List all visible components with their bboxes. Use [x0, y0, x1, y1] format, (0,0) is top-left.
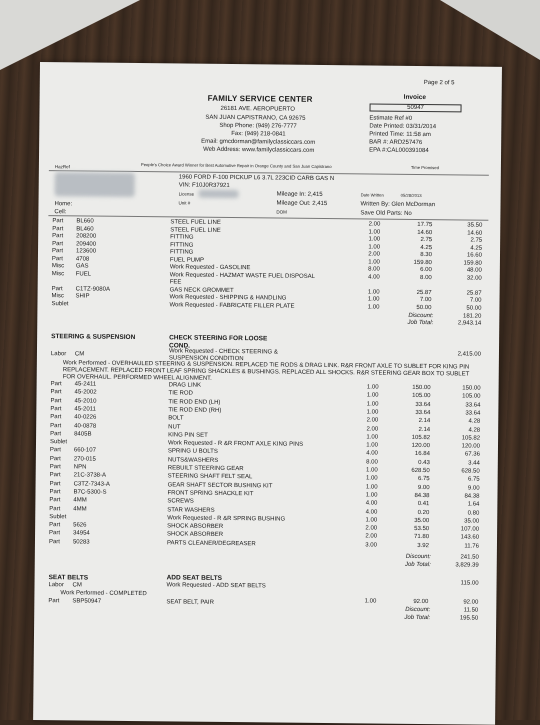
item-type: Part — [52, 241, 63, 247]
date-printed: Date Printed: 03/31/2014 — [369, 123, 436, 130]
item-type: Part — [52, 233, 63, 239]
item-qty: 1.00 — [353, 384, 379, 390]
item-qty: 1.00 — [354, 296, 380, 302]
date-written-label: Date Written — [361, 192, 384, 197]
item-code: 40-0226 — [74, 415, 96, 421]
page-number: Page 2 of 5 — [424, 80, 455, 86]
item-qty: 4.00 — [351, 509, 377, 515]
save-old-parts: Save Old Parts: No — [360, 210, 411, 217]
item-extended: 33.64 — [440, 402, 480, 408]
bar-number: BAR #: ARD257476 — [369, 139, 422, 146]
shop-address-2: SAN JUAN CAPISTRANO, CA 92675 — [205, 115, 305, 122]
item-extended: 1.64 — [439, 501, 479, 507]
item-price: 14.60 — [390, 229, 432, 235]
item-code: 4MM — [73, 498, 86, 504]
item-price: 0.43 — [388, 459, 430, 465]
discount-label: Discount: — [377, 313, 433, 320]
item-type: Part — [49, 539, 60, 545]
item-code: 45-2002 — [75, 390, 97, 396]
work-performed-seatbelts: Work Performed - COMPLETED — [60, 590, 146, 597]
item-code: 660-107 — [74, 448, 96, 454]
item-description: TIE ROD END (RH) — [168, 407, 221, 414]
item-code: 45-2411 — [75, 381, 97, 387]
item-qty: 2.00 — [354, 221, 380, 227]
item-qty: 8.00 — [352, 459, 378, 465]
item-price: 6.75 — [388, 476, 430, 482]
discount-amount: 241.50 — [439, 554, 479, 560]
item-extended: 105.00 — [440, 394, 480, 400]
redacted-license — [199, 190, 239, 198]
item-code: C3TZ-7343-A — [74, 481, 110, 487]
vehicle-vin: VIN: F10J0R37921 — [179, 182, 230, 189]
home-phone-label: Home: — [54, 201, 72, 207]
item-description: FITTING — [170, 234, 193, 240]
item-type: Part — [52, 218, 63, 224]
epa-number: EPA #:CAL000391084 — [369, 147, 429, 154]
labor-code: CM — [75, 351, 84, 357]
item-extended: 14.60 — [442, 230, 482, 236]
item-price: 2.75 — [390, 237, 432, 243]
item-extended: 159.80 — [442, 260, 482, 266]
item-qty: 4.00 — [354, 274, 380, 280]
item-price: 33.64 — [388, 410, 430, 416]
invoice-label: Invoice — [404, 94, 426, 101]
item-price: 53.50 — [387, 526, 429, 532]
item-description: BOLT — [168, 416, 183, 422]
item-price: 159.80 — [390, 259, 432, 265]
item-qty: 1.00 — [354, 229, 380, 235]
item-code: C1TZ-9080A — [76, 286, 110, 292]
labor-amount: 115.00 — [425, 580, 479, 587]
invoice-number: 50947 — [370, 103, 462, 112]
item-price: 628.50 — [388, 468, 430, 474]
shop-fax: Fax: (949) 218-0841 — [231, 131, 285, 138]
invoice-sheet — [33, 62, 502, 725]
labor-type: Labor — [48, 582, 63, 588]
item-qty: 2.00 — [352, 426, 378, 432]
item-extended: 35.50 — [442, 222, 482, 228]
item-description: Work Requested - R &R SPRING BUSHING — [167, 515, 285, 522]
item-extended: 9.00 — [440, 485, 480, 491]
item-qty: 2.00 — [351, 534, 377, 540]
item-qty: 1.00 — [353, 304, 379, 310]
item-price: 0.20 — [387, 509, 429, 515]
item-type: Part — [50, 464, 61, 470]
item-type: Part — [50, 406, 61, 412]
item-qty: 1.00 — [352, 393, 378, 399]
item-price: 33.64 — [388, 401, 430, 407]
part-desc: SEAT BELT, PAIR — [166, 599, 214, 605]
item-price: 150.00 — [389, 385, 431, 391]
part-code: SBP50947 — [72, 598, 101, 604]
item-description: NUT — [168, 424, 180, 430]
item-price: 3.92 — [387, 542, 429, 548]
item-description: REBUILT STEERING GEAR — [168, 465, 244, 472]
item-description: TIE ROD — [169, 391, 193, 397]
item-extended: 150.00 — [441, 385, 481, 391]
item-extended: 120.00 — [440, 443, 480, 449]
item-type: Sublet — [51, 301, 68, 307]
item-qty: 1.00 — [352, 442, 378, 448]
item-price: 105.00 — [388, 393, 430, 399]
job-title-steering-2: COND. — [169, 342, 190, 349]
item-description: FUEL PUMP — [170, 257, 204, 263]
item-extended: 84.38 — [439, 493, 479, 499]
item-code: 8405B — [74, 431, 91, 437]
item-price: 50.00 — [389, 304, 431, 310]
item-code: 208200 — [76, 233, 96, 239]
item-price: 6.00 — [390, 267, 432, 273]
item-extended: 0.80 — [439, 510, 479, 516]
date-written: 05/28/2013 — [401, 193, 422, 198]
item-description: NUTS&WASHERS — [168, 457, 219, 464]
item-extended: 67.36 — [440, 452, 480, 458]
item-extended: 628.50 — [440, 468, 480, 474]
item-extended: 11.76 — [439, 543, 479, 549]
shop-name: FAMILY SERVICE CENTER — [208, 94, 313, 104]
item-qty: 1.00 — [351, 517, 377, 523]
item-qty: 4.00 — [351, 500, 377, 506]
item-extended: 4.25 — [442, 245, 482, 251]
item-qty: 1.00 — [352, 409, 378, 415]
item-code: BL660 — [76, 218, 93, 224]
item-type: Part — [52, 226, 63, 232]
job-total-label: Job Total: — [374, 615, 430, 622]
item-type: Part — [50, 431, 61, 437]
item-description: SHOCK ABSORBER — [167, 532, 223, 539]
item-code: GAS — [76, 263, 89, 269]
mileage-in: Mileage In: 2,415 — [277, 191, 323, 197]
item-price: 2.14 — [388, 418, 430, 424]
shop-email: Email: gmcdorman@familyclassiccars.com — [201, 139, 315, 146]
item-description: Work Requested - R &R FRONT AXLE KING PINS — [168, 440, 303, 447]
item-description: STEEL FUEL LINE — [170, 219, 221, 226]
item-extended: 35.00 — [439, 518, 479, 524]
discount-label: Discount: — [374, 607, 430, 614]
discount-amount: 181.20 — [441, 313, 481, 319]
award-text: People's Choice Award Winner for Best Automotive Repair in Orange County and San Juan Capistrano — [141, 162, 332, 169]
part-qty: 1.00 — [350, 598, 376, 604]
item-extended: 33.64 — [440, 410, 480, 416]
item-description: Work Requested - HAZMAT WASTE FUEL DISPOSAL — [170, 272, 315, 280]
item-extended: 7.00 — [441, 297, 481, 303]
item-qty: 2.00 — [352, 417, 378, 423]
item-qty: 1.00 — [352, 467, 378, 473]
labor-amount: 2,415.00 — [427, 351, 481, 358]
item-price: 2.14 — [388, 426, 430, 432]
job-total-amount: 3,829.39 — [439, 562, 479, 568]
item-qty: 1.00 — [354, 244, 380, 250]
item-qty: 1.00 — [354, 289, 380, 295]
item-description: FEE — [170, 279, 182, 285]
item-qty: 1.00 — [354, 236, 380, 242]
item-type: Misc — [52, 263, 64, 269]
item-qty: 2.00 — [354, 251, 380, 257]
item-price: 4.25 — [390, 244, 432, 250]
item-type: Sublet — [49, 514, 66, 520]
item-description: Work Requested - GASOLINE — [170, 264, 251, 271]
item-type: Part — [50, 481, 61, 487]
vehicle-unit: Unit # — [179, 200, 191, 205]
item-code: NPN — [74, 464, 87, 470]
item-extended: 3.44 — [440, 460, 480, 466]
item-type: Part — [49, 489, 60, 495]
item-price: 0.41 — [387, 501, 429, 507]
item-type: Misc — [52, 293, 64, 299]
item-code: BL460 — [76, 226, 93, 232]
labor-type: Labor — [51, 351, 66, 357]
item-qty: 1.00 — [352, 476, 378, 482]
item-extended: 105.82 — [440, 435, 480, 441]
item-type: Part — [50, 472, 61, 478]
item-code: SHIP — [76, 293, 90, 299]
item-code: 34954 — [73, 531, 90, 537]
item-type: Part — [51, 381, 62, 387]
item-code: 4MM — [73, 506, 86, 512]
item-price: 71.80 — [387, 534, 429, 540]
item-extended: 4.28 — [440, 418, 480, 424]
job-title-seatbelts: ADD SEAT BELTS — [167, 574, 222, 582]
item-price: 8.00 — [390, 274, 432, 280]
item-code: 4708 — [76, 256, 89, 262]
item-description: GAS NECK GROMMET — [170, 287, 234, 294]
item-price: 7.00 — [389, 297, 431, 303]
item-type: Part — [49, 497, 60, 503]
item-extended: 2.75 — [442, 237, 482, 243]
item-type: Part — [50, 398, 61, 404]
item-price: 84.38 — [387, 493, 429, 499]
item-code: FUEL — [76, 271, 91, 277]
item-description: SHOCK ABSORBER — [167, 523, 223, 530]
part-price: 92.00 — [386, 599, 428, 605]
item-qty: 8.00 — [354, 266, 380, 272]
item-description: FRONT SPRING SHACKLE KIT — [167, 490, 253, 497]
item-type: Part — [49, 522, 60, 528]
item-type: Part — [52, 286, 63, 292]
item-description: STEEL FUEL LINE — [170, 227, 221, 234]
item-price: 16.84 — [388, 451, 430, 457]
job-total-label: Job Total: — [377, 320, 433, 327]
redacted-customer — [55, 172, 135, 197]
discount-label: Discount: — [375, 554, 431, 561]
shop-phone: Shop Phone: (949) 276-7777 — [219, 123, 296, 130]
item-code: 40-0878 — [74, 423, 96, 429]
section-title-steering: STEERING & SUSPENSION — [51, 333, 135, 341]
part-ext: 92.00 — [438, 599, 478, 605]
item-code: 45-2011 — [74, 406, 96, 412]
item-code: 21C-3738-A — [74, 473, 106, 479]
item-extended: 16.60 — [442, 252, 482, 258]
job-total-amount: 195.50 — [438, 615, 478, 621]
item-description: TIE ROD END (LH) — [168, 399, 220, 406]
vehicle-license: License — [179, 191, 195, 196]
hazmat-ref: HazRef — [55, 164, 70, 169]
item-type: Part — [52, 256, 63, 262]
item-price: 35.00 — [387, 517, 429, 523]
item-code: 5626 — [73, 522, 86, 528]
labor-desc: Work Requested - CHECK STEERING & — [169, 348, 278, 355]
cell-phone-label: Cell: — [54, 209, 66, 215]
mileage-out: Mileage Out: 2,415 — [276, 200, 327, 207]
item-description: Work Requested - SHIPPING & HANDLING — [170, 294, 287, 301]
item-price: 120.00 — [388, 443, 430, 449]
item-code: 209400 — [76, 241, 96, 247]
item-code: B7C-5300-S — [73, 489, 106, 495]
item-qty: 1.00 — [354, 259, 380, 265]
item-description: GEAR SHAFT SECTOR BUSHING KIT — [168, 482, 273, 489]
time-promised: Time Promised — [411, 165, 439, 170]
item-code: 270-015 — [74, 456, 96, 462]
job-total-label: Job Total: — [375, 562, 431, 569]
item-qty: 1.00 — [352, 401, 378, 407]
item-code: 123600 — [76, 248, 96, 254]
item-price: 8.30 — [390, 252, 432, 258]
item-extended: 4.28 — [440, 427, 480, 433]
item-extended: 6.75 — [440, 477, 480, 483]
discount-amount: 11.50 — [438, 607, 478, 613]
item-description: STAR WASHERS — [167, 507, 214, 513]
labor-code: CM — [72, 582, 81, 588]
item-type: Part — [49, 506, 60, 512]
item-type: Part — [50, 414, 61, 420]
estimate-ref: Estimate Ref #0 — [369, 115, 412, 121]
item-price: 9.00 — [388, 484, 430, 490]
time-printed: Printed Time: 11:58 am — [369, 131, 431, 138]
labor-desc: Work Requested - ADD SEAT BELTS — [166, 582, 265, 589]
item-description: FITTING — [170, 242, 193, 248]
written-by: Written By: Glen McDorman — [360, 201, 435, 208]
item-code: 45-2010 — [74, 398, 96, 404]
item-description: SCREWS — [167, 499, 193, 505]
item-price: 105.82 — [388, 434, 430, 440]
item-price: 25.87 — [390, 289, 432, 295]
part-type: Part — [48, 598, 59, 604]
item-extended: 25.87 — [442, 290, 482, 296]
work-performed-steering: Work Performed - OVERHAULED STEERING & SUSPENSION. REPLACED TIE RODS & DRAG LINK. R&R FRONT AXLE TO SUBLET FOR KING PIN REPLACEMENT. REPLACED FRONT LEAF SPRING SHACKLES & BUSHINGS. REPLACED ALL SHOCKS. R&R STEERING GEAR BOX TO SUBLET FOR OVERHAUL. PERFORMED WHEEL ALIGNMENT. — [63, 360, 483, 385]
item-type: Part — [49, 531, 60, 537]
item-code: 50283 — [73, 539, 90, 545]
item-qty: 1.00 — [352, 484, 378, 490]
item-extended: 143.60 — [439, 535, 479, 541]
vehicle-desc: 1960 FORD F-100 PICKUP L6 3.7L 223CID CARB GAS N — [179, 174, 334, 182]
item-description: STEERING SHAFT FELT SEAL — [168, 474, 253, 481]
item-type: Part — [52, 248, 63, 254]
item-type: Part — [50, 456, 61, 462]
item-type: Part — [51, 389, 62, 395]
item-qty: 3.00 — [351, 542, 377, 548]
item-description: SPRING U BOLTS — [168, 449, 218, 456]
item-qty: 1.00 — [352, 434, 378, 440]
item-extended: 32.00 — [442, 275, 482, 281]
labor-desc-2: SUSPENSION CONDITION — [169, 355, 244, 362]
section-title-seatbelts: SEAT BELTS — [49, 574, 89, 581]
item-qty: 4.00 — [352, 451, 378, 457]
item-description: DRAG LINK — [169, 382, 201, 388]
item-type: Part — [50, 423, 61, 429]
item-type: Part — [50, 448, 61, 454]
dom: DOM — [276, 209, 287, 214]
shop-address-1: 26181 AVE. AEROPUERTO — [220, 106, 294, 113]
job-title-steering: CHECK STEERING FOR LOOSE — [169, 334, 267, 342]
item-type: Misc — [52, 271, 64, 277]
item-description: PARTS CLEANER/DEGREASER — [167, 540, 256, 547]
item-extended: 48.00 — [442, 267, 482, 273]
item-extended: 107.00 — [439, 526, 479, 532]
item-description: FITTING — [170, 249, 193, 255]
item-qty: 1.00 — [351, 492, 377, 498]
shop-web: Web Address: www.familyclassiccars.com — [203, 147, 314, 154]
item-description: Work Requested - FABRICATE FILLER PLATE — [169, 302, 294, 309]
item-description: KING PIN SET — [168, 432, 208, 438]
job-total-amount: 2,943.14 — [441, 320, 481, 326]
item-qty: 2.00 — [351, 525, 377, 531]
item-type: Sublet — [50, 439, 67, 445]
item-extended: 50.00 — [441, 305, 481, 311]
item-price: 17.75 — [390, 222, 432, 228]
